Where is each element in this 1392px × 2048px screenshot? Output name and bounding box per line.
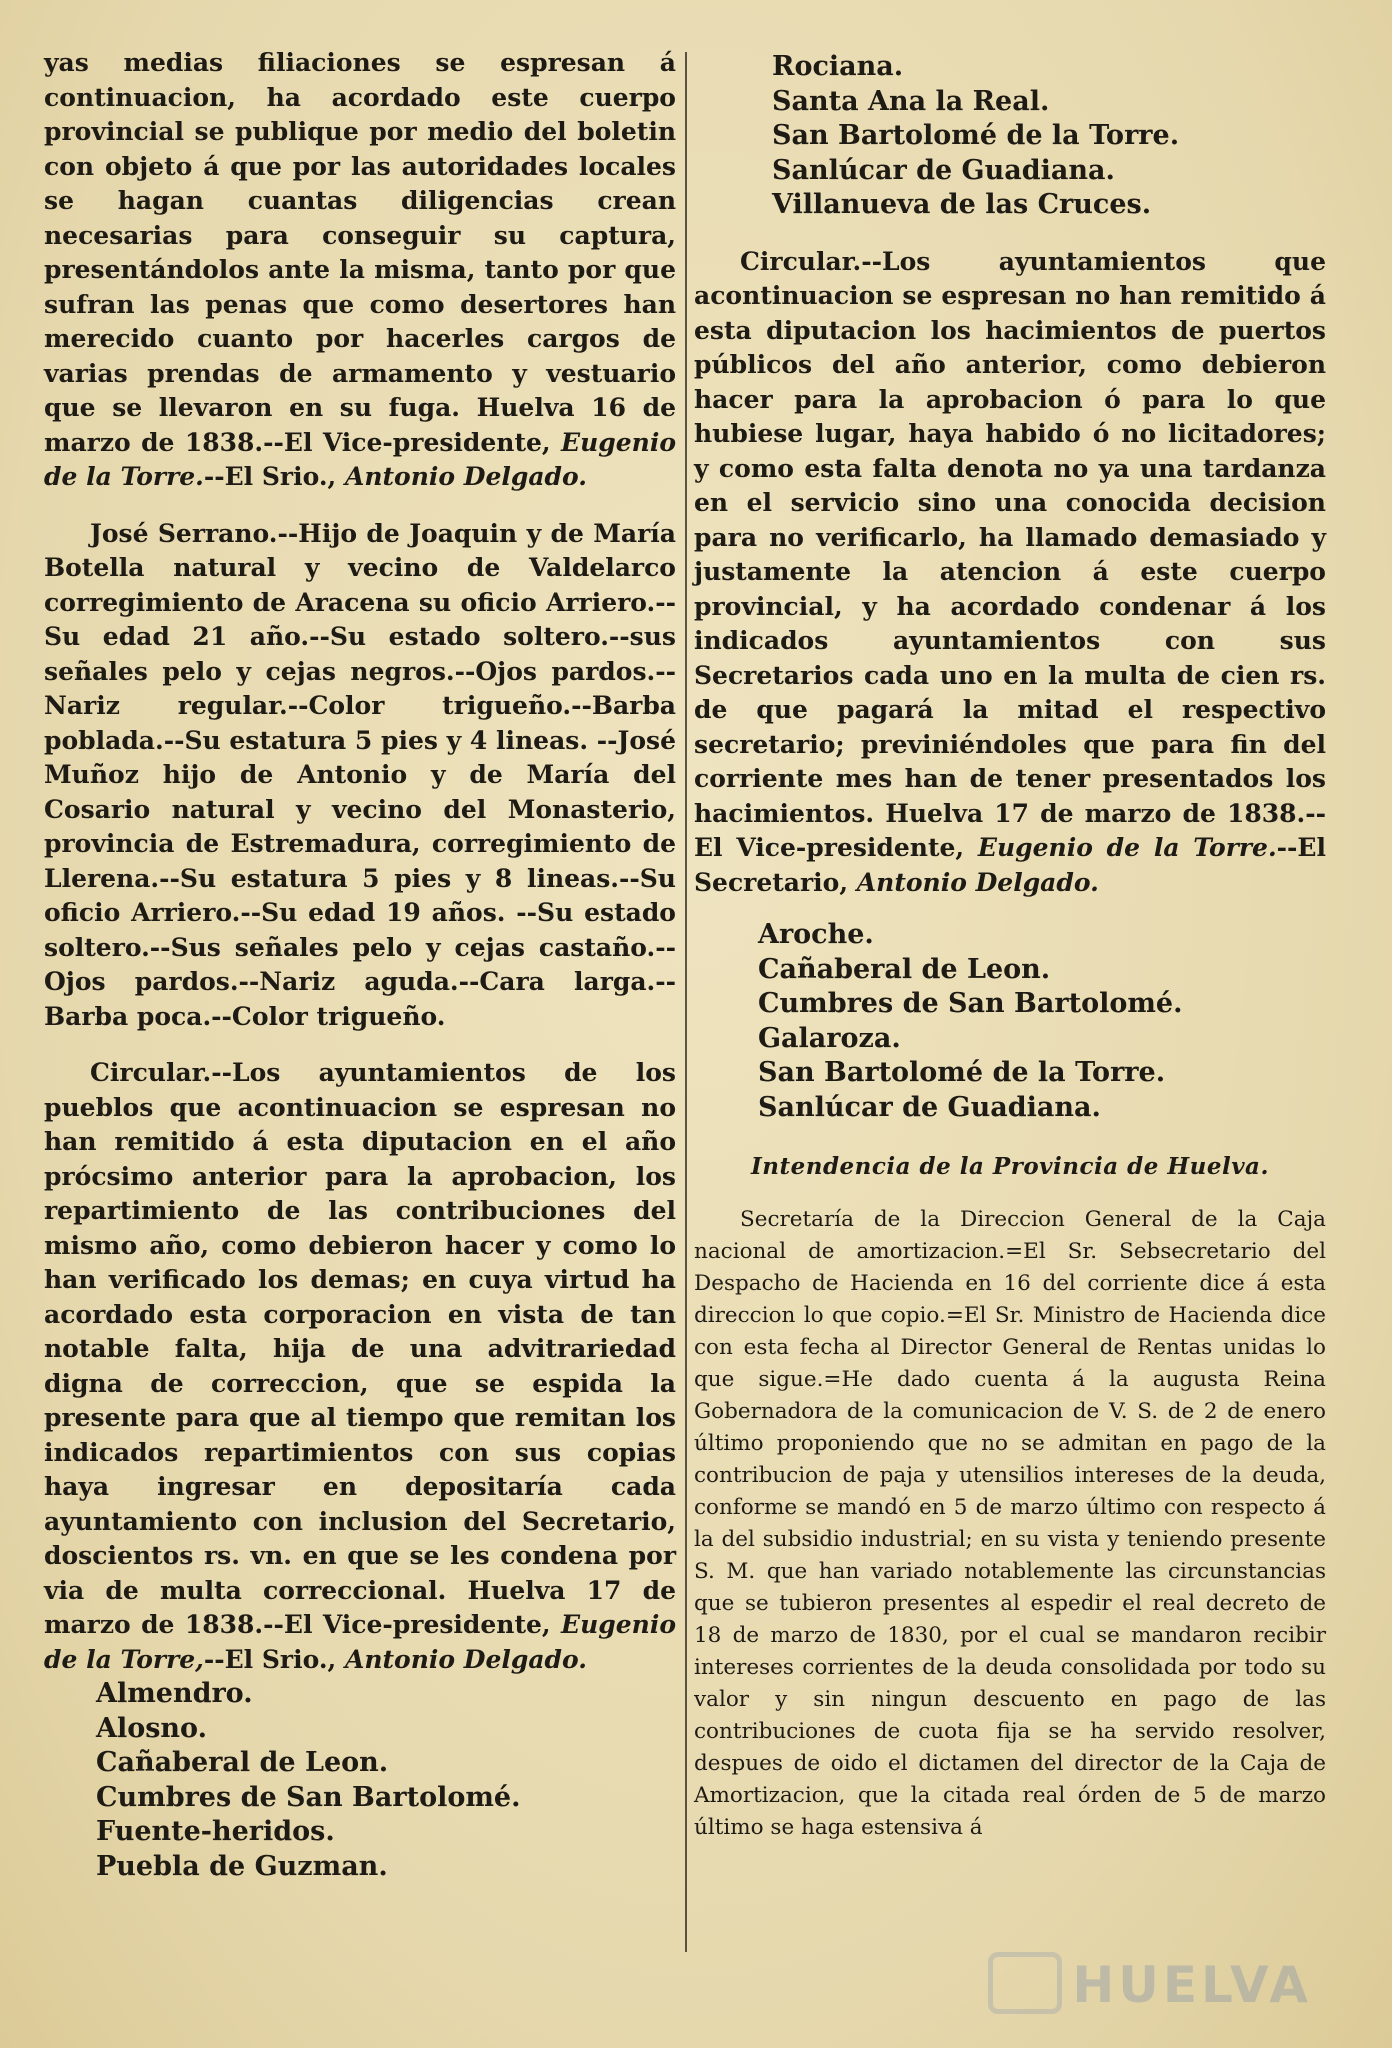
secretary-signature: Antonio Delgado.	[856, 867, 1099, 897]
circular-repartimientos-paragraph: Circular.--Los ayuntamientos de los pueblos que acontinuacion se espresan no han remitido á esta diputacion en el año prócsimo anterior para la aprobacion, los repartimiento de las contribuciones del mismo año, como debieron hacer y como lo han verificado los demas; en cuya virtud ha acordado esta corporacion en vista de tan notable falta, hija de una advitrariedad digna de correccion, que se espida la presente para que al tiempo que remitan los indicados repartimientos con sus copias haya ingresar en depositaría cada ayuntamiento con inclusion del Secretario, doscientos rs. vn. en que se les condena por via de multa correccional. Huelva 17 de marzo de 1838.--El Vice-presidente, Eugenio de la Torre,--El Srio., Antonio Delgado.	[44, 1058, 676, 1674]
list-item: Alosno.	[96, 1712, 207, 1744]
vice-president-signature: Eugenio de la Torre,	[44, 1610, 676, 1674]
secretary-signature: Antonio Delgado.	[344, 1644, 587, 1674]
deserters-description-paragraph: José Serrano.--Hijo de Joaquin y de María Botella natural y vecino de Valdelarco corregimiento de Aracena su oficio Arriero.--Su edad 21 año.--Su estado soltero.--sus señales pelo y cejas negros.--Ojos pardos.--Nariz regular.--Color trigueño.--Barba poblada.--Su estatura 5 pies y 4 lineas. --José Muñoz hijo de Antonio y de María del Cosario natural y vecino del Monasterio, provincia de Estremadura, corregimiento de Llerena.--Su estatura 5 pies y 8 lineas.--Su oficio Arriero.--Su edad 19 años. --Su estado soltero.--Sus señales pelo y cejas castaño.--Ojos pardos.--Nariz aguda.--Cara larga.--Barba poca.--Color trigueño.	[44, 518, 677, 1031]
town-list-middle	[694, 918, 1326, 1125]
section-heading: Intendencia de la Provincia de Huelva.	[751, 1153, 1269, 1180]
watermark-seal-icon	[988, 1952, 1062, 2014]
left-column	[44, 46, 676, 1884]
circular-hacimientos-paragraph: Circular.--Los ayuntamientos que acontinuacion se espresan no han remitido á esta diputacion los hacimientos de puertos públicos del año anterior, como debieron hacer para la aprobacion ó para lo que hubiese lugar, haya habido ó no licitadores; y como esta falta denota no ya una tardanza en el servicio sino una conocida decision para no verificarlo, ha llamado demasiado y justamente la atencion á este cuerpo provincial, y ha acordado condenar á los indicados ayuntamientos con sus Secretarios cada uno en la multa de cien rs. de que pagará la mitad el respectivo secretario; previniéndoles que para fin del corriente mes han de tener presentados los hacimientos. Huelva 17 de marzo de 1838.--El Vice-presidente, Eugenio de la Torre.--El Secretario, Antonio Delgado.	[694, 246, 1326, 897]
list-item: Santa Ana la Real.	[772, 85, 1050, 117]
vice-president-signature: Eugenio de la Torre.	[977, 833, 1277, 862]
list-item: Puebla de Guzman.	[96, 1850, 388, 1882]
list-item: Fuente-heridos.	[96, 1816, 335, 1847]
list-item: Almendro.	[96, 1678, 253, 1709]
town-list-left	[44, 1677, 676, 1884]
list-item: Galaroza.	[758, 1022, 901, 1054]
column-rule	[685, 52, 687, 1952]
list-item: Sanlúcar de Guadiana.	[772, 154, 1115, 186]
list-item: Aroche.	[758, 919, 874, 950]
list-item: San Bartolomé de la Torre.	[772, 120, 1180, 151]
list-item: Rociana.	[772, 51, 904, 82]
list-item: Cumbres de San Bartolomé.	[758, 988, 1183, 1019]
secretary-signature: Antonio Delgado.	[344, 462, 587, 491]
town-list-top	[694, 50, 1326, 223]
vice-president-signature: Eugenio de la Torre.	[44, 427, 676, 491]
intendencia-paragraph: Secretaría de la Direccion General de la Caja nacional de amortizacion.=El Sr. Sebsecretario del Despacho de Hacienda en 16 del corriente dice á esta direccion lo que copio.=El Sr. Ministro de Hacienda dice con esta fecha al Director General de Rentas unidas lo que sigue.=He dado cuenta á la augusta Reina Gobernadora de la comunicacion de V. S. de 2 de enero último proponiendo que no se admitan en pago de la contribucion de paja y utensilios intereses de la deuda, conforme se mandó en 5 de marzo último con respecto á la del subsidio industrial; en su vista y teniendo presente S. M. que han variado notablemente las circunstancias que se tubieron presentes al espedir el real decreto de 18 de marzo de 1830, por el cual se mandaron recibir intereses corrientes de la deuda consolidada por todo su valor y sin ningun descuento en pago de las contribuciones de cuota fija se ha servido resolver, despues de oido el dictamen del director de la Caja de Amortizacion, que la citada real órden de 5 de marzo último se haga estensiva á	[694, 1207, 1326, 1840]
list-item: Cumbres de San Bartolomé.	[96, 1781, 521, 1813]
right-column	[694, 46, 1326, 1844]
list-item: Sanlúcar de Guadiana.	[758, 1091, 1101, 1123]
list-item: Cañaberal de Leon.	[96, 1747, 389, 1778]
watermark: HUELVA	[1072, 1956, 1312, 2014]
list-item: San Bartolomé de la Torre.	[758, 1057, 1166, 1088]
list-item: Villanueva de las Cruces.	[772, 189, 1152, 220]
list-item: Cañaberal de Leon.	[758, 953, 1051, 985]
desertion-notice-paragraph: yas medias filiaciones se espresan á continuacion, ha acordado este cuerpo provincial se publique por medio del boletin con objeto á que por las autoridades locales se hagan cuantas diligencias crean necesarias para conseguir su captura, presentándolos ante la misma, tanto por que sufran las penas que como desertores han merecido cuanto por hacerles cargos de varias prendas de armamento y vestuario que se llevaron en su fuga. Huelva 16 de marzo de 1838.--El Vice-presidente, Eugenio de la Torre.--El Srio., Antonio Delgado.	[44, 48, 676, 491]
